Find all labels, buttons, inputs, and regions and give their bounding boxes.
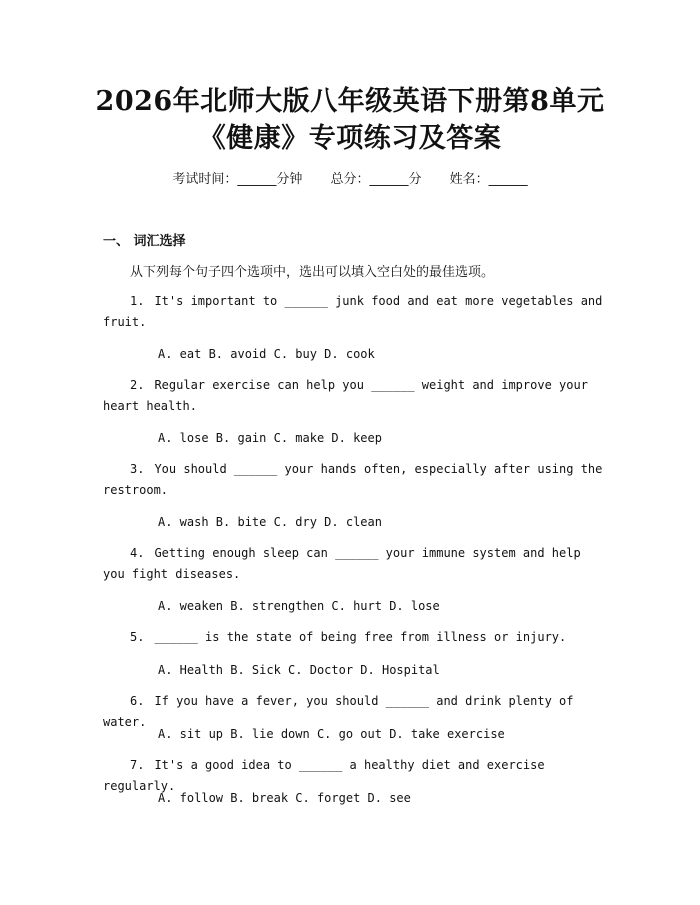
question-text: Regular exercise can help you ______ weight and improve your heart health. [103,378,588,413]
exam-time: 考试时间：______分钟 [172,172,303,187]
exam-total-score: 总分：______分 [330,172,422,187]
question-5-options: A. Health B. Sick C. Doctor D. Hospital [158,663,440,677]
section-instruction: 从下列每个句子四个选项中，选出可以填入空白处的最佳选项。 [130,265,495,280]
question-text: You should ______ your hands often, especially after using the restroom. [103,462,603,497]
question-text: It's a good idea to ______ a healthy diet and exercise regularly. [103,758,545,793]
question-2 [103,375,608,417]
title-line-2: 《健康》专项练习及答案 [198,123,502,154]
question-number: 3. [130,462,145,476]
exam-info [0,168,700,187]
question-number: 6. [130,694,145,708]
section-heading: 一、 词汇选择 [103,234,186,249]
title-line-1: 2026年北师大版八年级英语下册第8单元 [95,86,605,117]
question-1-options: A. eat B. avoid C. buy D. cook [158,347,375,361]
question-3 [103,459,608,501]
question-number: 1. [130,294,145,308]
question-text: Getting enough sleep can ______ your immune system and help you fight diseases. [103,546,581,581]
question-number: 7. [130,758,145,772]
student-name: 姓名：______ [449,172,528,187]
question-3-options: A. wash B. bite C. dry D. clean [158,515,382,529]
question-5 [103,627,608,648]
question-number: 5. [130,630,145,644]
question-7-options: A. follow B. break C. forget D. see [158,791,411,805]
question-number: 2. [130,378,145,392]
question-6-options: A. sit up B. lie down C. go out D. take exercise [158,727,505,741]
document-title [0,83,700,157]
question-1 [103,291,608,333]
question-text: It's important to ______ junk food and eat more vegetables and fruit. [103,294,603,329]
question-2-options: A. lose B. gain C. make D. keep [158,431,382,445]
question-text: ______ is the state of being free from illness or injury. [154,630,567,644]
question-4 [103,543,608,585]
question-text: If you have a fever, you should ______ and drink plenty of water. [103,694,574,729]
question-number: 4. [130,546,145,560]
question-4-options: A. weaken B. strengthen C. hurt D. lose [158,599,440,613]
